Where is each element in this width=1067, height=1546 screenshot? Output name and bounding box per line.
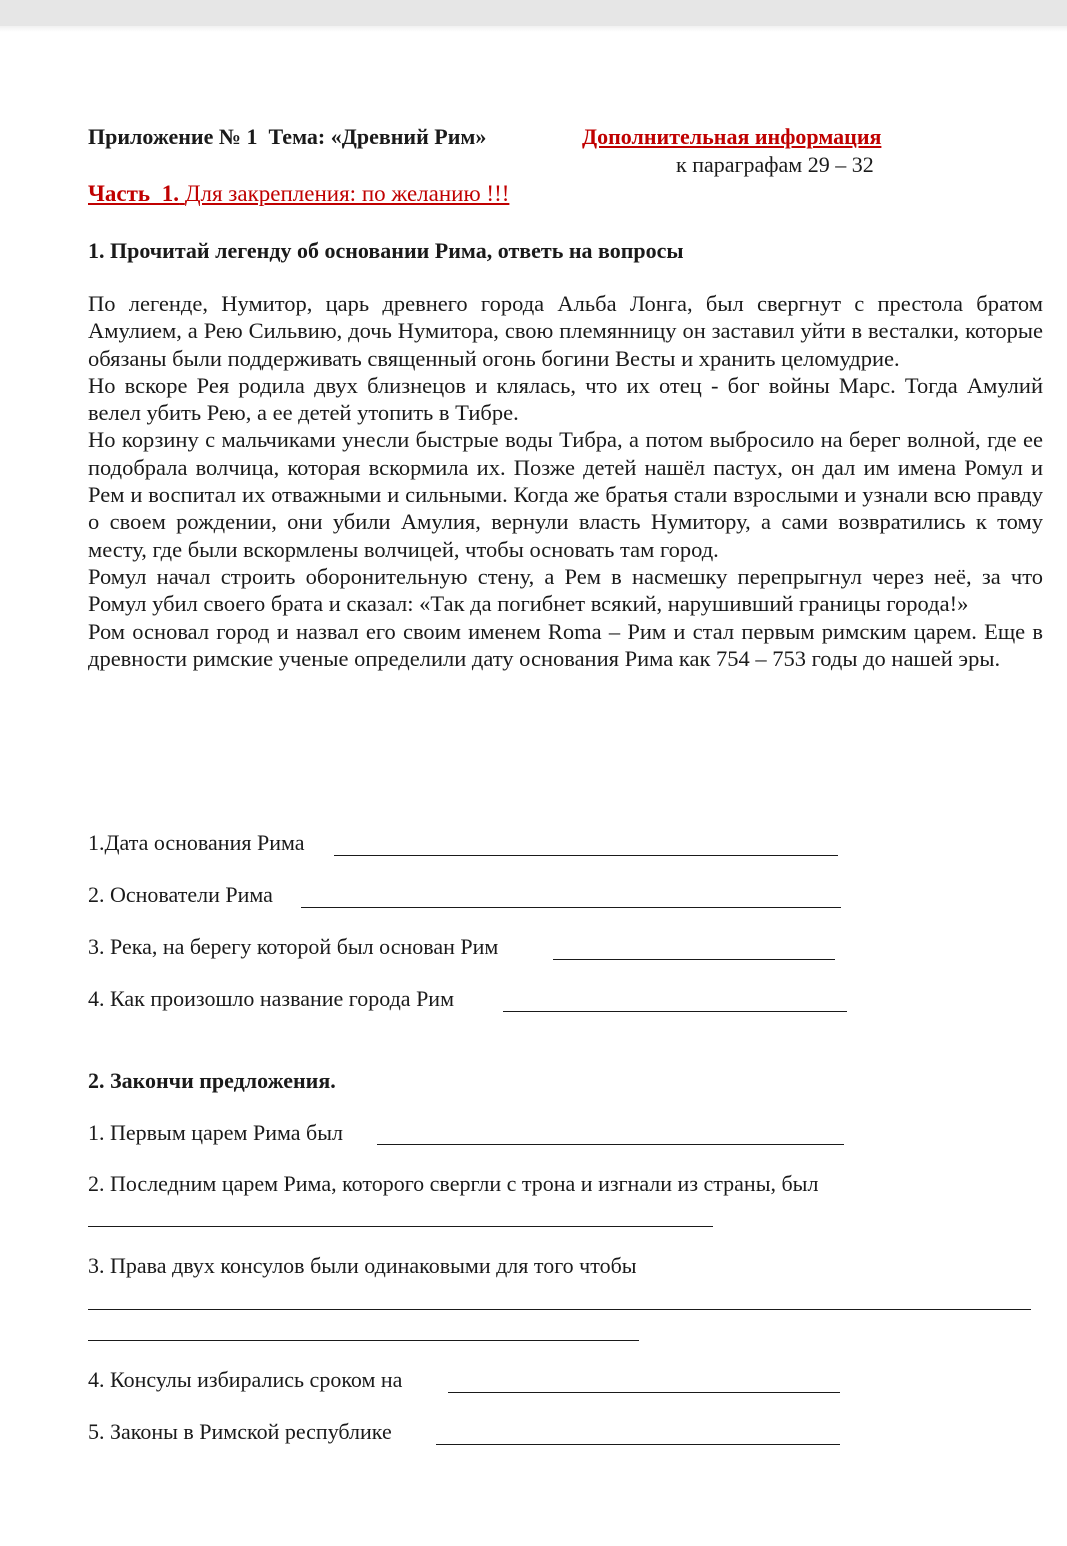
legend-paragraph: Ром основал город и назвал его своим именем Roma – Рим и стал первым римским царем. Еще в древности римские ученые определили дату основания Рима как 754 – 753 годы до нашей эры. (88, 618, 1043, 671)
answer-line-3[interactable] (553, 959, 835, 960)
question-2: 2. Основатели Рима (88, 882, 273, 907)
task2-title: 2. Закончи предложения. (88, 1068, 336, 1093)
sentence-line-1[interactable] (377, 1144, 844, 1145)
legend-paragraph: Ромул начал строить оборонительную стену, а Рем в насмешку перепрыгнул через неё, за что Ромул убил своего брата и сказал: «Так да погибнет всякий, нарушивший границы города!» (88, 563, 1043, 617)
sentence-3: 3. Права двух консулов были одинаковыми для того чтобы (88, 1253, 637, 1278)
sentence-line-2[interactable] (88, 1226, 713, 1227)
top-bar (0, 0, 1067, 26)
part-note: Для закрепления: по желанию !!! (184, 181, 510, 206)
sentence-line-3a[interactable] (88, 1309, 1031, 1310)
task1-title: 1. Прочитай легенду об основании Рима, ответь на вопросы (88, 238, 684, 263)
legend-paragraph: Но вскоре Рея родила двух близнецов и клялась, что их отец - бог войны Марс. Тогда Амулий велел убить Рею, а ее детей утопить в Тибре. (88, 372, 1043, 426)
sentence-line-5[interactable] (436, 1444, 840, 1445)
paragraphs-reference: к параграфам 29 – 32 (676, 152, 874, 177)
appendix-title (88, 124, 486, 150)
legend-paragraph: По легенде, Нумитор, царь древнего города Альба Лонга, был свергнут с престола братом Амулием, а Рею Сильвию, дочь Нумитора, свою племянницу он заставил уйти в весталки, которые обязаны были поддерживать священный огонь богини Весты и хранить целомудрие. (88, 291, 1043, 371)
answer-line-1[interactable] (334, 855, 838, 856)
question-3: 3. Река, на берегу которой был основан Рим (88, 934, 499, 959)
sentence-2: 2. Последним царем Рима, которого свергли с трона и изгнали из страны, был (88, 1171, 819, 1196)
sentence-5: 5. Законы в Римской республике (88, 1419, 392, 1444)
part-heading (88, 181, 509, 207)
legend-text (88, 290, 1043, 672)
question-1: 1.Дата основания Рима (88, 830, 305, 855)
answer-line-4[interactable] (503, 1011, 847, 1012)
legend-paragraph: Но корзину с мальчиками унесли быстрые воды Тибра, а потом выбросило на берег волной, где ее подобрала волчица, которая вскормила их. Позже детей нашёл пастух, он дал им имена Ромул и Рем и воспитал их отважными и сильными. Когда же братья стали взрослыми и узнали всю правду о своем рождении, они убили Амулия, вернули власть Нумитору, а сами возвратились к тому месту, где были вскормлены волчицей, чтобы основать там город. (88, 427, 1043, 562)
top-bar-shadow (0, 26, 1067, 32)
sentence-line-3b[interactable] (88, 1340, 639, 1341)
extra-info-link: Дополнительная информация (582, 124, 882, 149)
question-4: 4. Как произошло название города Рим (88, 986, 454, 1011)
sentence-line-4[interactable] (448, 1392, 840, 1393)
part-label: Часть 1. (88, 181, 180, 206)
sentence-1: 1. Первым царем Рима был (88, 1120, 343, 1145)
sentence-4: 4. Консулы избирались сроком на (88, 1367, 403, 1392)
topic-label: Тема: «Древний Рим» (268, 124, 487, 149)
appendix-label: Приложение № 1 (88, 124, 258, 149)
answer-line-2[interactable] (301, 907, 841, 908)
